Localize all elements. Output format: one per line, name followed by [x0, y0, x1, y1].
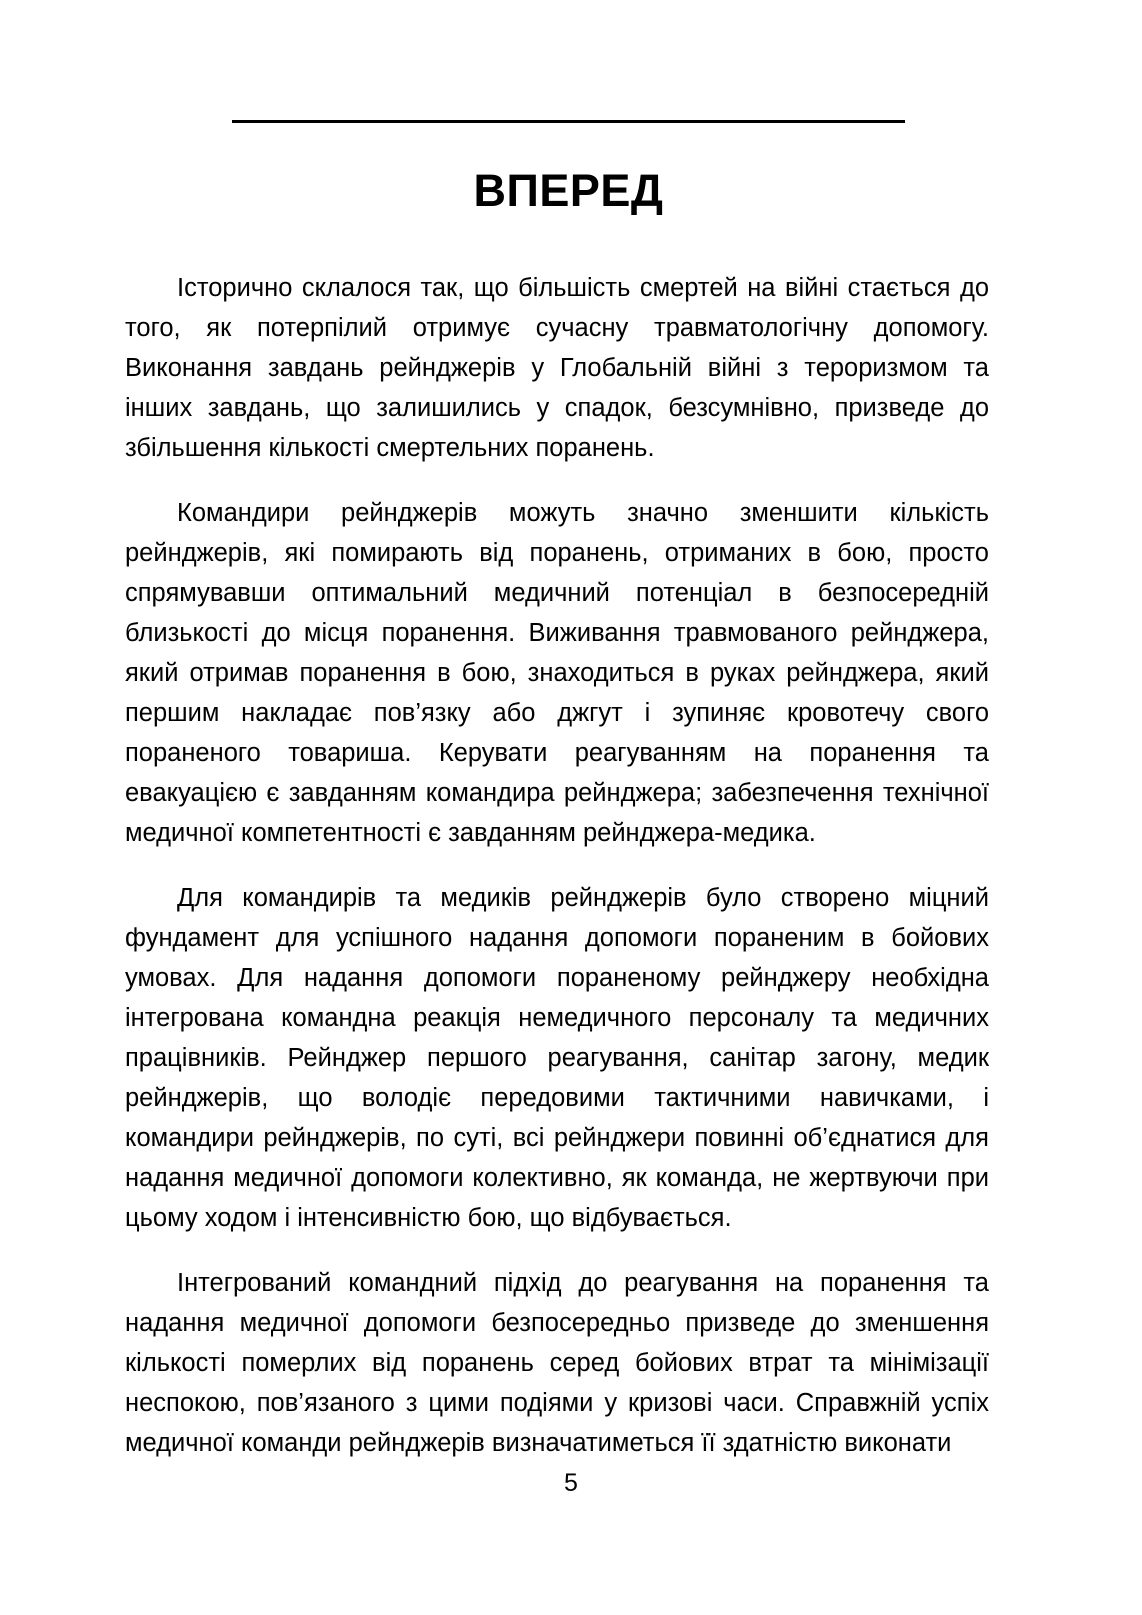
title-divider-rule [232, 120, 905, 123]
paragraph-2: Командири рейнджерів можуть значно зменшити кількість рейнджерів, які помирають від поранень, отриманих в бою, просто спрямувавши оптимальний медичний потенціал в безпосередній близькості до місця поранення. Виживання травмованого рейнджера, який отримав поранення в бою, знаходиться в руках рейнджера, який першим накладає пов’язку або джгут і зупиняє кровотечу свого пораненого товариша. Керувати реагуванням на поранення та евакуацією є завданням командира рейнджера; забезпечення технічної медичної компетентності є завданням рейнджера-медика. [125, 499, 989, 847]
paragraph-1: Історично склалося так, що більшість смертей на війні стається до того, як потерпілий отримує сучасну травматологічну допомогу. Виконання завдань рейнджерів у Глобальній війні з тероризмом та інших завдань, що залишились у спадок, безсумнівно, призведе до збільшення кількості смертельних поранень. [125, 274, 989, 462]
body-text-column [125, 268, 989, 1463]
page-number-footer: 5 [564, 1469, 578, 1497]
paragraph-3: Для командирів та медиків рейнджерів було створено міцний фундамент для успішного надання допомоги пораненим в бойових умовах. Для надання допомоги пораненому рейнджеру необхідна інтегрована командна реакція немедичного персоналу та медичних працівників. Рейнджер першого реагування, санітар загону, медик рейнджерів, що володіє передовими тактичними навичками, і командири рейнджерів, по суті, всі рейнджери повинні об’єднатися для надання медичної допомоги колективно, як команда, не жертвуючи при цьому ходом і інтенсивністю бою, що відбувається. [125, 884, 989, 1232]
paragraph-4: Інтегрований командний підхід до реагування на поранення та надання медичної допомоги безпосередньо призведе до зменшення кількості померлих від поранень серед бойових втрат та мінімізації неспокою, пов’язаного з цими подіями у кризові часи. Справжній успіх медичної команди рейнджерів визначатиметься її здатністю виконати [125, 1269, 989, 1457]
page-title: ВПЕРЕД [473, 165, 664, 217]
